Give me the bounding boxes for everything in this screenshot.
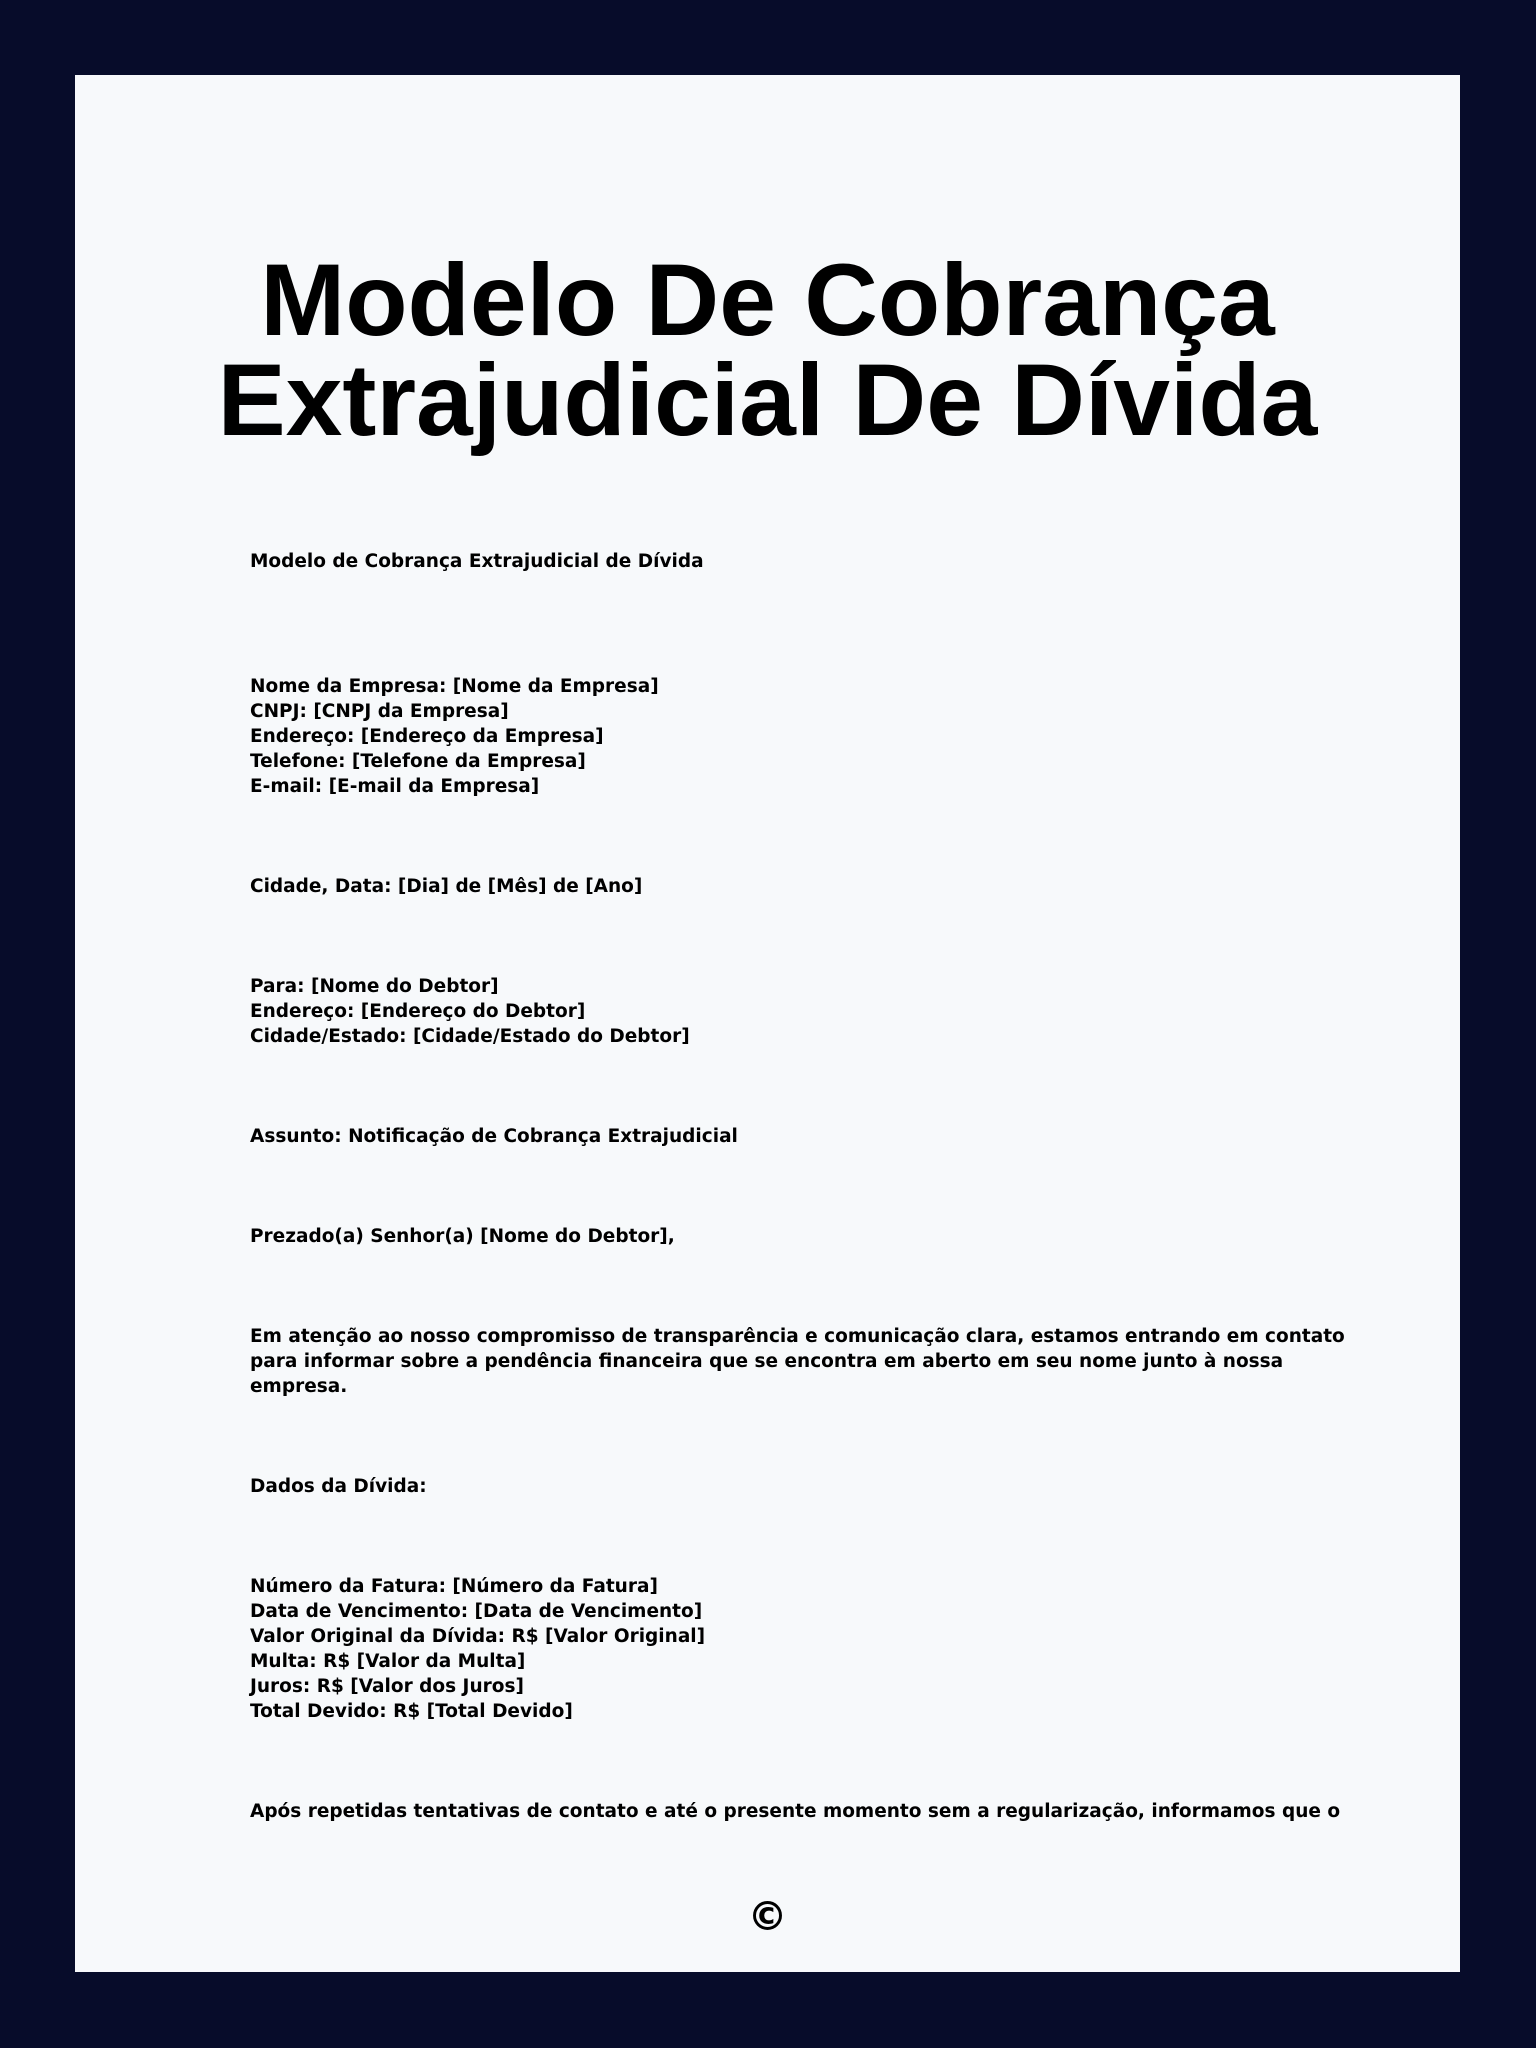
company-cnpj: CNPJ: [CNPJ da Empresa] bbox=[250, 701, 509, 722]
debt-original-value: Valor Original da Dívida: R$ [Valor Original] bbox=[250, 1626, 706, 1647]
debt-fine: Multa: R$ [Valor da Multa] bbox=[250, 1651, 526, 1672]
debt-interest: Juros: R$ [Valor dos Juros] bbox=[250, 1676, 524, 1697]
copyright-icon: © bbox=[747, 1894, 788, 1940]
intro-paragraph: Em atenção ao nosso compromisso de transparência e comunicação clara, estamos entrando em contato para informar sobre a pendência financeira que se encontra em aberto em seu nome junto à nossa empresa. bbox=[250, 1326, 1345, 1397]
subject-line: Assunto: Notificação de Cobrança Extrajudicial bbox=[250, 1126, 738, 1147]
recipient-to: Para: [Nome do Debtor] bbox=[250, 976, 499, 997]
greeting: Prezado(a) Senhor(a) [Nome do Debtor], bbox=[250, 1226, 675, 1247]
document-body bbox=[250, 549, 1350, 1824]
title-line-2: Extrajudicial De Dívida bbox=[217, 343, 1318, 457]
document-title bbox=[75, 243, 1460, 457]
debt-due-date: Data de Vencimento: [Data de Vencimento] bbox=[250, 1601, 703, 1622]
recipient-city-state: Cidade/Estado: [Cidade/Estado do Debtor] bbox=[250, 1026, 690, 1047]
company-name: Nome da Empresa: [Nome da Empresa] bbox=[250, 676, 659, 697]
closing-paragraph: Após repetidas tentativas de contato e até o presente momento sem a regularização, informamos que o bbox=[250, 1801, 1341, 1822]
debt-total: Total Devido: R$ [Total Devido] bbox=[250, 1701, 573, 1722]
document-subtitle: Modelo de Cobrança Extrajudicial de Dívida bbox=[250, 551, 704, 572]
company-block bbox=[250, 674, 1350, 799]
document-page bbox=[75, 75, 1460, 1972]
debt-heading: Dados da Dívida: bbox=[250, 1476, 427, 1497]
city-date: Cidade, Data: [Dia] de [Mês] de [Ano] bbox=[250, 876, 643, 897]
company-phone: Telefone: [Telefone da Empresa] bbox=[250, 751, 586, 772]
debt-details bbox=[250, 1574, 1350, 1724]
company-address: Endereço: [Endereço da Empresa] bbox=[250, 726, 604, 747]
recipient-block bbox=[250, 974, 1350, 1049]
debt-invoice: Número da Fatura: [Número da Fatura] bbox=[250, 1576, 658, 1597]
company-email: E-mail: [E-mail da Empresa] bbox=[250, 776, 540, 797]
title-line-1: Modelo De Cobrança bbox=[260, 243, 1275, 357]
recipient-address: Endereço: [Endereço do Debtor] bbox=[250, 1001, 586, 1022]
